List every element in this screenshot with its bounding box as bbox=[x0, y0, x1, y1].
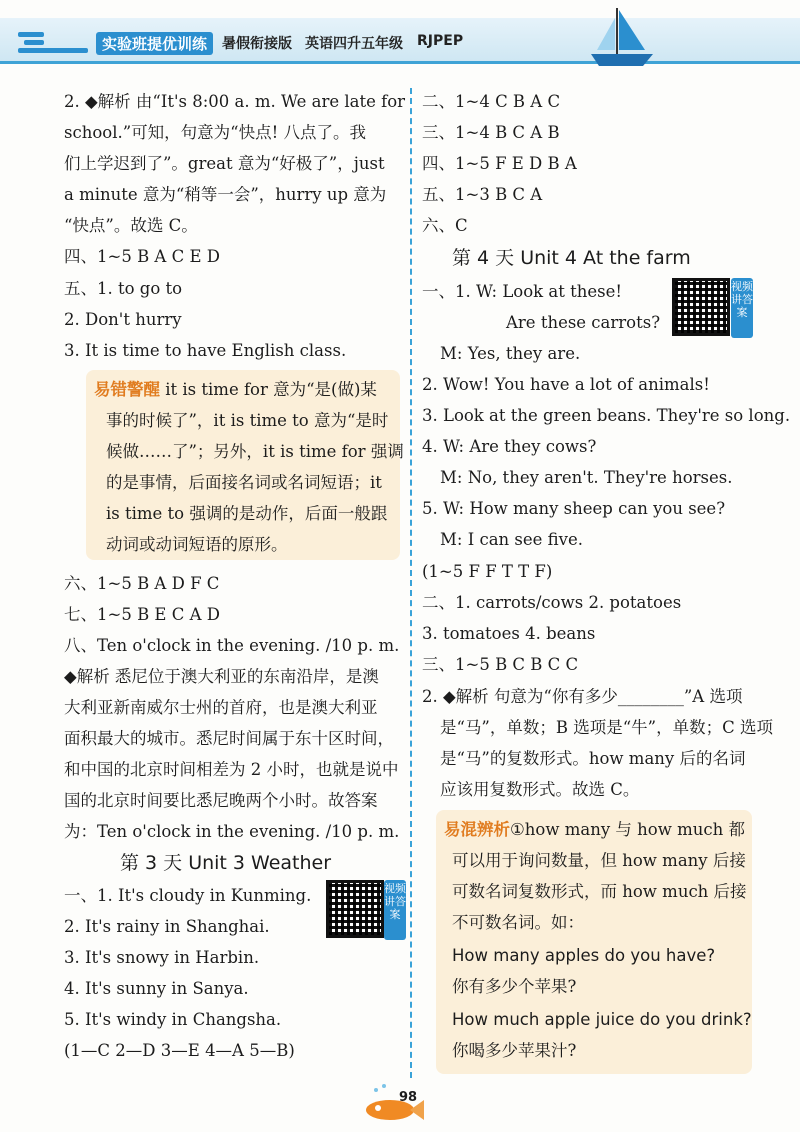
qr-label: 视频讲答案 bbox=[384, 880, 406, 940]
confusion-tag: 易混辨析 bbox=[444, 820, 510, 839]
confusion-l8: 你喝多少苹果汁? bbox=[452, 1041, 577, 1060]
fish-icon bbox=[362, 1082, 428, 1122]
section-3-answer: 三、1~4 B C A B bbox=[422, 123, 560, 142]
warning-l4: 的是事情，后面接名词或名词短语；it bbox=[106, 473, 382, 492]
page-header bbox=[0, 0, 800, 76]
s8-explain-l2: 大利亚新南威尔士州的首府，也是澳大利亚 bbox=[64, 698, 378, 717]
day4-item-12: 是“马”的复数形式。how many 后的名词 bbox=[440, 749, 746, 768]
warning-l5: is time to 强调的是动作，后面一般跟 bbox=[106, 504, 388, 523]
qr-label: 视频讲答案 bbox=[731, 278, 753, 338]
q2-explain-l4: a minute 意为“稍等一会”，hurry up 意为 bbox=[64, 185, 387, 204]
day3-item-5: 5. It's windy in Changsha. bbox=[64, 1010, 282, 1029]
day4-item-1c: M: Yes, they are. bbox=[440, 344, 581, 363]
q2-explain-l3: 们上学迟到了”。great 意为“好极了”，just bbox=[64, 154, 385, 173]
day3-item-6: (1—C 2—D 3—E 4—A 5—B) bbox=[64, 1041, 295, 1060]
edition-label: 暑假衔接版 bbox=[222, 36, 292, 52]
section-7-answer: 七、1~5 B E C A D bbox=[64, 605, 220, 624]
day3-item-4: 4. It's sunny in Sanya. bbox=[64, 979, 249, 998]
s8-explain-l5: 国的北京时间要比悉尼晚两个小时。故答案 bbox=[64, 791, 378, 810]
confusion-l6: 你有多少个苹果? bbox=[452, 977, 577, 996]
day4-item-2: 2. Wow! You have a lot of animals! bbox=[422, 375, 710, 394]
day4-item-5: 5. W: How many sheep can you see? bbox=[422, 499, 726, 518]
logo-icon bbox=[16, 26, 96, 58]
q2-explain-l5: “快点”。故选 C。 bbox=[64, 216, 198, 235]
section-6-answer: 六、1~5 B A D F C bbox=[64, 574, 220, 593]
day4-item-4b: M: No, they aren't. They're horses. bbox=[440, 468, 733, 487]
s8-explain-l6: 为：Ten o'clock in the evening. /10 p. m. bbox=[64, 822, 400, 841]
section-5-item-3: 3. It is time to have English class. bbox=[64, 341, 347, 360]
day-3-heading: 第 3 天 Unit 3 Weather bbox=[120, 852, 332, 874]
q2-explain-l2: school.”可知，句意为“快点! 八点了。我 bbox=[64, 123, 366, 142]
day4-item-9: 三、1~5 B C B C C bbox=[422, 655, 579, 674]
confusion-l2: 可以用于询问数量，但 how many 后接 bbox=[452, 851, 746, 870]
warning-l1: 易错警醒 it is time for 意为“是(做)某 bbox=[94, 380, 377, 399]
day4-item-1b: Are these carrots? bbox=[506, 313, 661, 332]
day3-item-3: 3. It's snowy in Harbin. bbox=[64, 948, 260, 967]
warning-l6: 动词或动词短语的原形。 bbox=[106, 535, 288, 554]
s8-explain-l1: ◆解析 悉尼位于澳大利亚的东南沿岸，是澳 bbox=[64, 667, 379, 686]
section-5-item-1: 五、1. to go to bbox=[64, 279, 183, 298]
warning-l2: 事的时候了”，it is time to 意为“是时 bbox=[106, 411, 389, 430]
day4-item-1: 一、1. W: Look at these! bbox=[422, 282, 622, 301]
section-4-answer: 四、1~5 B A C E D bbox=[64, 247, 220, 266]
confusion-l7: How much apple juice do you drink? bbox=[452, 1010, 752, 1029]
qr-code-icon[interactable] bbox=[672, 278, 730, 336]
page-number: 98 bbox=[399, 1090, 418, 1105]
s8-explain-l3: 面积最大的城市。悉尼时间属于东十区时间， bbox=[64, 729, 394, 748]
day3-item-1: 一、1. It's cloudy in Kunming. bbox=[64, 886, 312, 905]
day4-item-4: 4. W: Are they cows? bbox=[422, 437, 597, 456]
subject-label: 英语四升五年级 bbox=[305, 36, 403, 52]
version-label: RJPEP bbox=[417, 33, 464, 49]
s8-explain-l4: 和中国的北京时间相差为 2 小时，也就是说中 bbox=[64, 760, 399, 779]
day4-item-5b: M: I can see five. bbox=[440, 530, 583, 549]
confusion-l3: 可数名词复数形式，而 how much 后接 bbox=[452, 882, 747, 901]
q2-explain-l1: 2. ◆解析 由“It's 8:00 a. m. We are late for bbox=[64, 92, 406, 111]
day4-item-7: 二、1. carrots/cows 2. potatoes bbox=[422, 593, 682, 612]
day4-item-3: 3. Look at the green beans. They're so long. bbox=[422, 406, 791, 425]
confusion-l5: How many apples do you have? bbox=[452, 946, 716, 965]
qr-code-icon[interactable] bbox=[326, 880, 384, 938]
day-4-heading: 第 4 天 Unit 4 At the farm bbox=[452, 247, 691, 269]
section-5-item-2: 2. Don't hurry bbox=[64, 310, 182, 329]
section-4r-answer: 四、1~5 F E D B A bbox=[422, 154, 577, 173]
sailboat-icon bbox=[583, 4, 663, 72]
day4-item-13: 应该用复数形式。故选 C。 bbox=[440, 780, 640, 799]
series-title: 实验班提优训练 bbox=[96, 32, 213, 55]
section-2-answer: 二、1~4 C B A C bbox=[422, 92, 561, 111]
warning-l3: 候做……了”；另外，it is time for 强调 bbox=[106, 442, 404, 461]
confusion-l1: 易混辨析①how many 与 how much 都 bbox=[444, 820, 745, 839]
day3-item-2: 2. It's rainy in Shanghai. bbox=[64, 917, 270, 936]
warning-tag: 易错警醒 bbox=[94, 380, 160, 399]
column-divider bbox=[410, 88, 412, 1078]
day4-item-11: 是“马”，单数；B 选项是“牛”，单数；C 选项 bbox=[440, 718, 773, 737]
section-6r-answer: 六、C bbox=[422, 216, 468, 235]
day4-item-10: 2. ◆解析 句意为“你有多少________”A 选项 bbox=[422, 687, 743, 706]
section-8-answer: 八、Ten o'clock in the evening. /10 p. m. bbox=[64, 636, 400, 655]
section-5r-answer: 五、1~3 B C A bbox=[422, 185, 543, 204]
confusion-l4: 不可数名词。如： bbox=[452, 913, 584, 932]
day4-item-8: 3. tomatoes 4. beans bbox=[422, 624, 596, 643]
day4-item-6: (1~5 F F T T F) bbox=[422, 562, 553, 581]
